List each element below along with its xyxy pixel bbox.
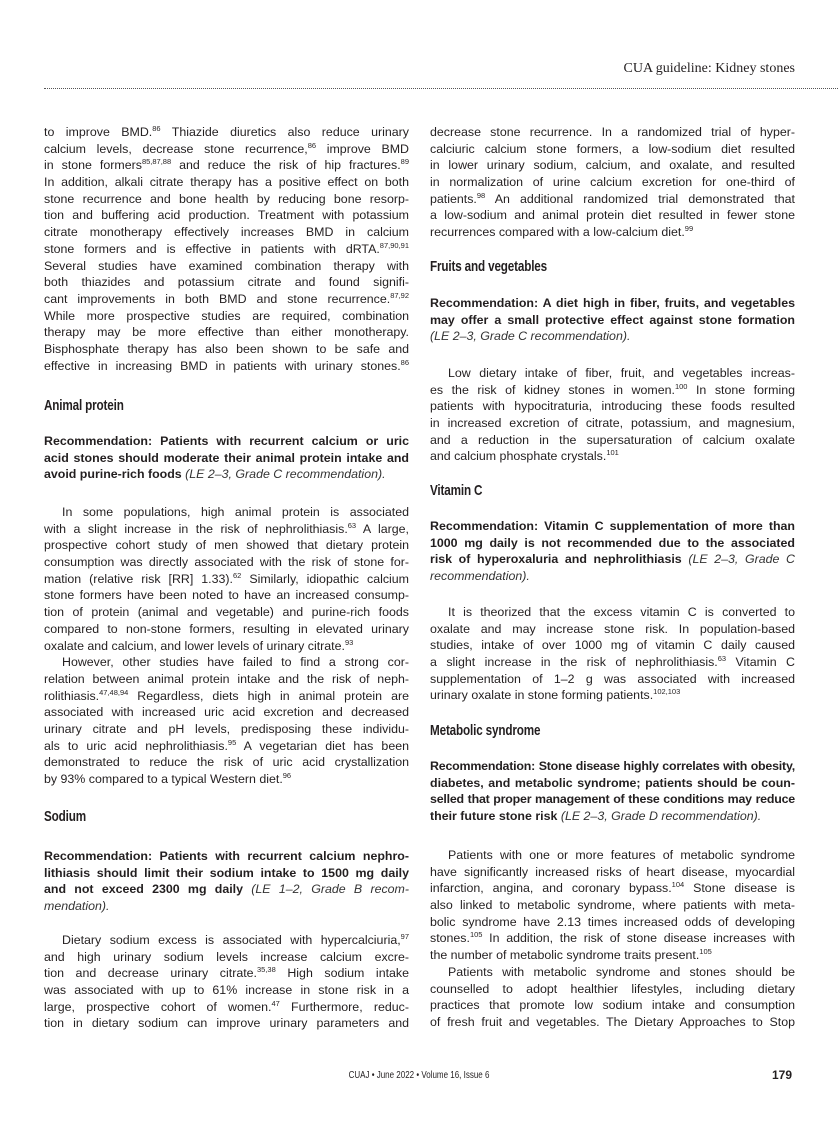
text-run: In addition, the risk of stone disease increases with bbox=[482, 931, 795, 946]
text-run: in lower urinary sodium, calcium, and oxalate, and resulted bbox=[430, 158, 795, 173]
text-line bbox=[430, 880, 795, 897]
text-line bbox=[430, 518, 795, 535]
text-line bbox=[430, 654, 795, 671]
text-line bbox=[430, 897, 795, 914]
text-run: stone formers have been noted to have an increased consump- bbox=[44, 588, 409, 603]
text-run: in stone formers bbox=[44, 158, 142, 173]
text-run: relation between animal protein intake and the risk of neph- bbox=[44, 671, 409, 686]
text-run: Bisphosphate therapy has also been shown to be safe and bbox=[44, 341, 409, 356]
text-line bbox=[44, 241, 409, 258]
text-run: Several studies have examined combination therapy with bbox=[44, 258, 409, 273]
text-line bbox=[44, 738, 409, 755]
text-run: mation (relative risk [RR] 1.33). bbox=[44, 571, 233, 586]
citation-superscript: 98 bbox=[476, 190, 486, 200]
text-line bbox=[44, 207, 409, 224]
text-run: oxalate and calcium, and lower levels of urinary citrate. bbox=[44, 638, 345, 653]
text-line bbox=[430, 847, 795, 864]
text-line bbox=[44, 688, 409, 705]
text-run: patients. bbox=[430, 191, 477, 206]
text-run: effective in increasing BMD in patients with urinary stones. bbox=[44, 358, 401, 373]
text-run: both thiazides and potassium citrate and found signifi- bbox=[44, 275, 409, 290]
text-run: cant improvements in both BMD and stone recurrence. bbox=[44, 291, 391, 306]
text-line bbox=[44, 898, 409, 915]
text-line bbox=[430, 864, 795, 881]
text-run: urinary citrate and pH levels, predisposing these individu- bbox=[44, 721, 409, 736]
bold-text-run: Recommendation: Stone disease highly correlates with obesity, bbox=[430, 759, 795, 773]
citation-superscript: 47,48,94 bbox=[99, 687, 129, 697]
text-line bbox=[430, 398, 795, 415]
text-run: was associated with up to 61% increase in stone risk in a bbox=[44, 983, 409, 998]
text-run: urinary oxalate in stone forming patients. bbox=[430, 688, 654, 703]
running-header-title: CUA guideline: Kidney stones bbox=[623, 61, 795, 76]
text-line bbox=[430, 312, 795, 329]
text-line bbox=[44, 621, 409, 638]
text-line bbox=[430, 758, 795, 775]
bold-text-run: selled that proper management of these conditions may reduce bbox=[430, 792, 795, 807]
citation-superscript: 104 bbox=[671, 880, 685, 890]
citation-superscript: 86 bbox=[307, 140, 317, 150]
text-run: compared to non-stone formers, resulting in elevated urinary bbox=[44, 621, 409, 636]
italic-text-run: mendation). bbox=[44, 899, 110, 914]
text-line bbox=[44, 358, 409, 375]
bold-text-run: may offer a small protective effect against stone formation bbox=[430, 312, 795, 327]
text-run: es the risk of kidney stones in women. bbox=[430, 382, 675, 397]
text-run: also linked to metabolic syndrome, where patients with meta- bbox=[430, 898, 795, 913]
citation-superscript: 89 bbox=[400, 157, 409, 167]
citation-superscript: 102,103 bbox=[653, 687, 681, 697]
text-line bbox=[430, 207, 795, 224]
section-heading-metabolic-syndrome: Metabolic syndrome bbox=[430, 722, 541, 739]
citation-superscript: 85,87,88 bbox=[141, 157, 172, 167]
text-run: stone formers and is effective in patients with dRTA. bbox=[44, 241, 380, 256]
text-run: decrease stone recurrence. In a randomized trial of hyper- bbox=[430, 125, 795, 139]
text-run: bolic syndrome have 2.13 times increased odds of developing bbox=[430, 914, 795, 929]
text-run: by 93% compared to a typical Western diet. bbox=[44, 772, 283, 786]
text-run: tion of protein (animal and vegetable) and purine-rich foods bbox=[44, 605, 409, 620]
text-run: stone recurrence and bone health by reducing bone resorp- bbox=[44, 191, 409, 206]
text-run: rolithiasis. bbox=[44, 688, 100, 703]
text-line bbox=[44, 157, 409, 174]
text-line bbox=[44, 671, 409, 688]
text-line bbox=[430, 947, 795, 964]
text-line bbox=[430, 328, 795, 345]
text-run: Dietary sodium excess is associated with hypercalciuria, bbox=[62, 933, 401, 947]
text-line bbox=[44, 1015, 409, 1032]
text-line bbox=[430, 621, 795, 638]
bold-text-run: Recommendation: A diet high in fiber, fruits, and vegetables bbox=[430, 296, 795, 310]
text-line bbox=[44, 848, 409, 865]
text-line bbox=[44, 754, 409, 771]
text-run: studies, intake of over 1000 mg of vitamin C daily caused bbox=[430, 638, 795, 653]
bold-text-run: acid stones should moderate their animal protein intake and bbox=[44, 450, 409, 465]
text-run: While more prospective studies are required, combination bbox=[44, 308, 409, 323]
citation-superscript: 62 bbox=[232, 570, 242, 580]
text-line bbox=[430, 224, 795, 241]
text-run: prospective cohort study of men showed that dietary protein bbox=[44, 538, 409, 553]
citation-superscript: 47 bbox=[271, 998, 280, 1008]
citation-superscript: 97 bbox=[400, 932, 409, 941]
text-line bbox=[430, 124, 795, 141]
text-run: Similarly, idiopathic calcium bbox=[241, 571, 409, 586]
text-line bbox=[430, 535, 795, 552]
text-run: Patients with one or more features of metabolic syndrome bbox=[448, 848, 795, 862]
paragraph-metabolic-syndrome bbox=[430, 847, 795, 1031]
text-line bbox=[430, 637, 795, 654]
text-line bbox=[430, 964, 795, 981]
italic-text-run: (LE 1–2, Grade B recom- bbox=[243, 882, 409, 897]
text-line bbox=[44, 638, 409, 655]
section-heading-vitamin-c: Vitamin C bbox=[430, 482, 483, 499]
page-number: 179 bbox=[771, 1068, 792, 1082]
text-run: counselled to adopt healthier lifestyles, including dietary bbox=[430, 981, 795, 996]
text-line bbox=[430, 568, 795, 585]
text-run: the number of metabolic syndrome traits present. bbox=[430, 948, 700, 963]
citation-superscript: 105 bbox=[699, 947, 712, 957]
text-line bbox=[44, 865, 409, 882]
text-line bbox=[430, 687, 795, 704]
text-line bbox=[44, 124, 409, 141]
text-line bbox=[44, 604, 409, 621]
text-line bbox=[430, 141, 795, 158]
citation-superscript: 86 bbox=[152, 124, 161, 133]
text-line bbox=[44, 466, 409, 483]
text-run: with a slight increase in the risk of nephrolithiasis. bbox=[44, 521, 348, 536]
italic-text-run: (LE 2–3, Grade C recommendation). bbox=[181, 467, 386, 482]
text-line bbox=[430, 448, 795, 465]
citation-superscript: 63 bbox=[347, 520, 357, 530]
text-line bbox=[44, 450, 409, 467]
recommendation-vitamin-c bbox=[430, 518, 795, 585]
text-line bbox=[430, 365, 795, 382]
citation-superscript: 86 bbox=[400, 357, 409, 367]
paragraph-sodium bbox=[44, 932, 409, 1032]
text-run: als to uric acid nephrolithiasis. bbox=[44, 738, 228, 753]
paragraph-bmd bbox=[44, 124, 409, 374]
text-run: consumption was directly associated with the risk of stone for- bbox=[44, 555, 409, 570]
text-line bbox=[430, 808, 795, 825]
text-run: citrate monotherapy effectively increases BMD in calcium bbox=[44, 225, 409, 240]
text-line bbox=[430, 604, 795, 621]
citation-superscript: 101 bbox=[606, 448, 619, 458]
text-run: Regardless, diets high in animal protein are bbox=[128, 688, 409, 703]
bold-text-run: avoid purine-rich foods bbox=[44, 467, 182, 482]
text-run: However, other studies have failed to find a strong cor- bbox=[62, 655, 409, 670]
paragraph-sodium-continued bbox=[430, 124, 795, 241]
section-heading-fruits-vegetables: Fruits and vegetables bbox=[430, 258, 548, 275]
text-line bbox=[44, 704, 409, 721]
text-line bbox=[44, 433, 409, 450]
text-run: Vitamin C bbox=[726, 655, 795, 670]
text-run: It is theorized that the excess vitamin C is converted to bbox=[448, 605, 795, 619]
text-run: a low-sodium and animal protein diet resulted in fewer stone bbox=[430, 208, 795, 223]
bold-text-run: 1000 mg daily is not recommended due to the associated bbox=[430, 535, 795, 550]
text-line bbox=[430, 930, 795, 947]
text-run: of fresh fruit and vegetables. The Dietary Approaches to Stop bbox=[430, 1014, 795, 1029]
text-line bbox=[44, 587, 409, 604]
bold-text-run: diabetes, and metabolic syndrome; patients should be coun- bbox=[430, 775, 795, 790]
text-line bbox=[430, 174, 795, 191]
bold-text-run: and not exceed 2300 mg daily bbox=[44, 882, 244, 897]
citation-superscript: 100 bbox=[674, 381, 688, 391]
citation-superscript: 87,90,91 bbox=[379, 240, 409, 250]
citation-superscript: 63 bbox=[717, 654, 727, 664]
text-run: supplementation of 1–2 g was associated with increased bbox=[430, 671, 795, 686]
text-line bbox=[44, 191, 409, 208]
bold-text-run: Recommendation: Vitamin C supplementation of more than bbox=[430, 519, 795, 533]
text-run: in normalization of urine calcium excretion for one-third of bbox=[430, 175, 795, 190]
text-line bbox=[44, 341, 409, 358]
text-line bbox=[44, 324, 409, 341]
text-run: stones. bbox=[430, 931, 470, 946]
text-run: calciuric calcium stone formers, a low-sodium diet resulted bbox=[430, 141, 795, 156]
text-run: therapy may be more effective than either monotherapy. bbox=[44, 325, 409, 340]
citation-superscript: 96 bbox=[282, 771, 292, 780]
section-heading-sodium: Sodium bbox=[44, 808, 86, 825]
text-line bbox=[44, 141, 409, 158]
text-line bbox=[44, 932, 409, 949]
text-run: High sodium intake bbox=[275, 966, 410, 981]
bold-text-run: Recommendation: Patients with recurrent calcium or uric bbox=[44, 434, 409, 448]
text-run: practices that promote low sodium intake and consumption bbox=[430, 998, 795, 1013]
text-line bbox=[44, 771, 409, 788]
text-line bbox=[430, 914, 795, 931]
text-run: Patients with metabolic syndrome and stones should be bbox=[448, 964, 795, 979]
text-run: tion and buffering acid production. Treatment with potassium bbox=[44, 208, 409, 223]
bold-text-run: Recommendation: Patients with recurrent calcium nephro- bbox=[44, 849, 409, 863]
text-line bbox=[44, 571, 409, 588]
text-line bbox=[430, 432, 795, 449]
text-line bbox=[44, 274, 409, 291]
text-line bbox=[430, 415, 795, 432]
text-run: calcium levels, decrease stone recurrence, bbox=[44, 141, 308, 156]
text-run: have significantly increased risks of heart disease, myocardial bbox=[430, 864, 795, 879]
citation-superscript: 87,92 bbox=[390, 290, 409, 300]
citation-superscript: 95 bbox=[227, 737, 237, 747]
text-line bbox=[44, 949, 409, 966]
text-run: A vegetarian diet has been bbox=[236, 738, 409, 753]
italic-text-run: (LE 2–3, Grade D recommendation). bbox=[557, 809, 762, 824]
footer-journal-info: CUAJ • June 2022 • Volume 16, Issue 6 bbox=[348, 1070, 490, 1081]
text-run: Thiazide diuretics also reduce urinary bbox=[160, 125, 409, 139]
text-run: Furthermore, reduc- bbox=[279, 999, 409, 1014]
recommendation-sodium bbox=[44, 848, 409, 915]
text-line bbox=[44, 521, 409, 538]
text-run: to improve BMD. bbox=[44, 125, 153, 139]
text-line bbox=[430, 981, 795, 998]
text-line bbox=[430, 551, 795, 568]
citation-superscript: 105 bbox=[469, 930, 483, 940]
text-line bbox=[44, 721, 409, 738]
section-heading-animal-protein: Animal protein bbox=[44, 397, 124, 414]
text-line bbox=[44, 291, 409, 308]
paragraph-animal-protein bbox=[44, 504, 409, 788]
text-line bbox=[430, 775, 795, 792]
text-line bbox=[44, 174, 409, 191]
text-run: and a reduction in the supersaturation of calcium oxalate bbox=[430, 432, 795, 447]
text-run: Low dietary intake of fiber, fruit, and vegetables increas- bbox=[448, 366, 795, 380]
text-line bbox=[44, 881, 409, 898]
italic-text-run: (LE 2–3, Grade C recommendation). bbox=[430, 329, 631, 344]
text-run: In stone forming bbox=[687, 382, 795, 397]
citation-superscript: 99 bbox=[684, 224, 694, 234]
text-line bbox=[430, 791, 795, 808]
text-run: and calcium phosphate crystals. bbox=[430, 449, 607, 464]
text-run: oxalate and may increase stone risk. In population-based bbox=[430, 621, 795, 636]
text-run: patients with hypocitraturia, introducing these foods resulted bbox=[430, 399, 795, 414]
recommendation-fruits-vegetables bbox=[430, 295, 795, 345]
text-line bbox=[44, 965, 409, 982]
text-run: and high urinary sodium levels increase calcium excre- bbox=[44, 949, 409, 964]
text-run: large, prospective cohort of women. bbox=[44, 999, 272, 1014]
text-line bbox=[430, 157, 795, 174]
text-line bbox=[44, 999, 409, 1016]
text-line bbox=[44, 308, 409, 325]
paragraph-vitamin-c bbox=[430, 604, 795, 704]
text-run: demonstrated to reduce the risk of uric acid crystallization bbox=[44, 755, 409, 770]
text-line bbox=[44, 224, 409, 241]
text-run: tion in dietary sodium can improve urinary parameters and bbox=[44, 1016, 409, 1031]
text-line bbox=[44, 504, 409, 521]
bold-text-run: risk of hyperoxaluria and nephrolithiasis bbox=[430, 552, 682, 567]
bold-text-run: their future stone risk bbox=[430, 809, 558, 824]
text-line bbox=[44, 982, 409, 999]
paragraph-fruits-vegetables bbox=[430, 365, 795, 465]
text-run: A large, bbox=[356, 521, 409, 536]
text-run: Stone disease is bbox=[684, 881, 795, 896]
text-run: improve BMD bbox=[316, 141, 409, 156]
bold-text-run: lithiasis should limit their sodium intake to 1500 mg daily bbox=[44, 865, 409, 880]
text-line bbox=[430, 382, 795, 399]
text-run: and reduce the risk of hip fractures. bbox=[171, 158, 401, 173]
text-line bbox=[430, 1014, 795, 1031]
italic-text-run: recommendation). bbox=[430, 569, 530, 584]
citation-superscript: 35,38 bbox=[257, 965, 276, 975]
text-run: in increased excretion of citrate, potassium, and magnesium, bbox=[430, 416, 795, 431]
text-run: tion and decrease urinary citrate. bbox=[44, 966, 257, 981]
text-line bbox=[430, 671, 795, 688]
text-run: In addition, alkali citrate therapy has a positive effect on both bbox=[44, 175, 409, 190]
text-line bbox=[44, 258, 409, 275]
text-run: associated with increased uric acid excretion and decreased bbox=[44, 705, 409, 720]
text-run: In some populations, high animal protein is associated bbox=[62, 505, 409, 519]
text-line bbox=[44, 554, 409, 571]
text-run: An additional randomized trial demonstrated that bbox=[485, 191, 795, 206]
text-line bbox=[44, 537, 409, 554]
text-line bbox=[430, 191, 795, 208]
italic-text-run: (LE 2–3, Grade C bbox=[681, 552, 795, 567]
recommendation-animal-protein bbox=[44, 433, 409, 483]
header-divider bbox=[44, 88, 838, 89]
text-run: infarction, angina, and coronary bypass. bbox=[430, 881, 672, 896]
text-line bbox=[44, 654, 409, 671]
text-run: recurrences compared with a low-calcium diet. bbox=[430, 225, 685, 240]
citation-superscript: 93 bbox=[344, 637, 354, 647]
text-line bbox=[430, 997, 795, 1014]
recommendation-metabolic-syndrome bbox=[430, 758, 795, 825]
text-run: a slight increase in the risk of nephrolithiasis. bbox=[430, 655, 718, 670]
text-line bbox=[430, 295, 795, 312]
